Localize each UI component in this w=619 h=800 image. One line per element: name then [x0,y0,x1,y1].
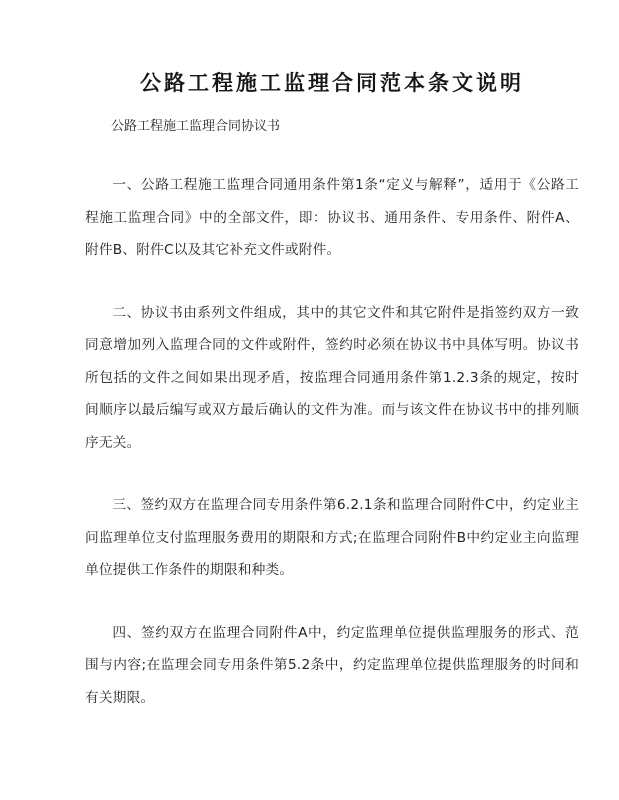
paragraph-2: 二、协议书由系列文件组成，其中的其它文件和其它附件是指签约双方一致同意增加列入监理合同的文件或附件，签约时必须在协议书中具体写明。协议书所包括的文件之间如果出现矛盾，按监理合同通用条件第1.2.3条的规定，按时间顺序以最后编写或双方最后确认的文件为准。而与该文件在协议书中的排列顺序无关。 [85,304,579,451]
document-subtitle: 公路工程施工监理合同协议书 [111,119,281,134]
paragraph-3: 三、签约双方在监理合同专用条件第6.2.1条和监理合同附件C中，约定业主问监理单位支付监理服务费用的期限和方式;在监理合同附件B中约定业主向监理单位提供工作条件的期限和种类。 [85,497,579,578]
document-title: 公路工程施工监理合同范本条文说明 [140,71,524,95]
paragraph-1: 一、公路工程施工监理合同通用条件第1条“定义与解释”，适用于《公路工程施工监理合同》中的全部文件，即：协议书、通用条件、专用条件、附件A、附件B、附件C以及其它补充文件或附件。 [85,177,579,258]
paragraph-4: 四、签约双方在监理合同附件A中，约定监理单位提供监理服务的形式、范围与内容;在监理会同专用条件第5.2条中，约定监理单位提供监理服务的时间和有关期限。 [85,624,579,706]
